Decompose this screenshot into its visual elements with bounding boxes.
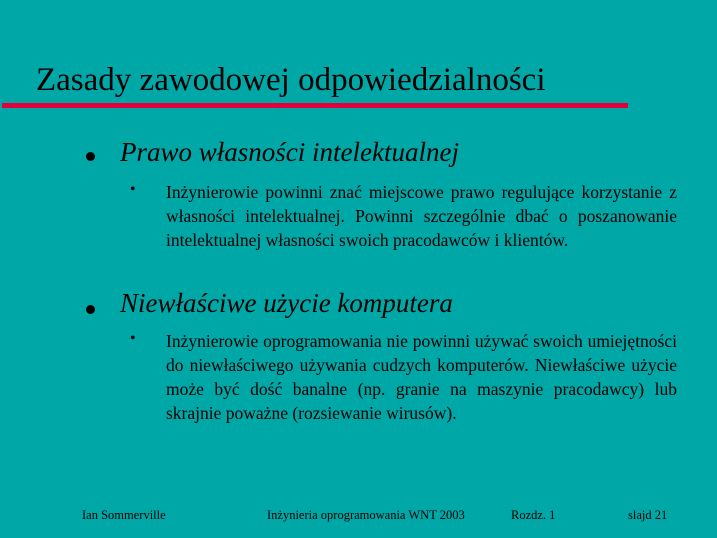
section-1-heading: Prawo własności intelektualnej <box>120 137 459 167</box>
section-2-heading: Niewłaściwe użycie komputera <box>120 288 453 318</box>
title-underline <box>2 103 628 108</box>
footer-author: Ian Sommerville <box>82 508 166 522</box>
section-2-body: Inżynierowie oprogramowania nie powinni używać swoich umiejętności do niewłaściwego używania cudzych komputerów. Niewłaściwe użycie może być dość banalne (np. granie na maszynie pracodawcy) lub skrajnie poważne (rozsiewanie wirusów). <box>166 331 677 423</box>
footer-chapter: Rozdz. 1 <box>511 508 556 522</box>
section-1-sub-bullet: • <box>130 181 136 198</box>
footer-course: Inżynieria oprogramowania WNT 2003 <box>267 508 465 522</box>
footer-slide-number: slajd 21 <box>628 508 668 522</box>
section-2-bullet <box>86 305 95 314</box>
slide-title: Zasady zawodowej odpowiedzialności <box>36 62 546 98</box>
section-2-sub-bullet: • <box>130 330 136 347</box>
section-1-body: Inżynierowie powinni znać miejscowe prawo regulujące korzystanie z własności intelektualnej. Powinni szczególnie dbać o poszanowanie intelektualnej własności swoich pracodawców i klientów. <box>166 182 677 250</box>
section-1-bullet <box>86 152 95 161</box>
